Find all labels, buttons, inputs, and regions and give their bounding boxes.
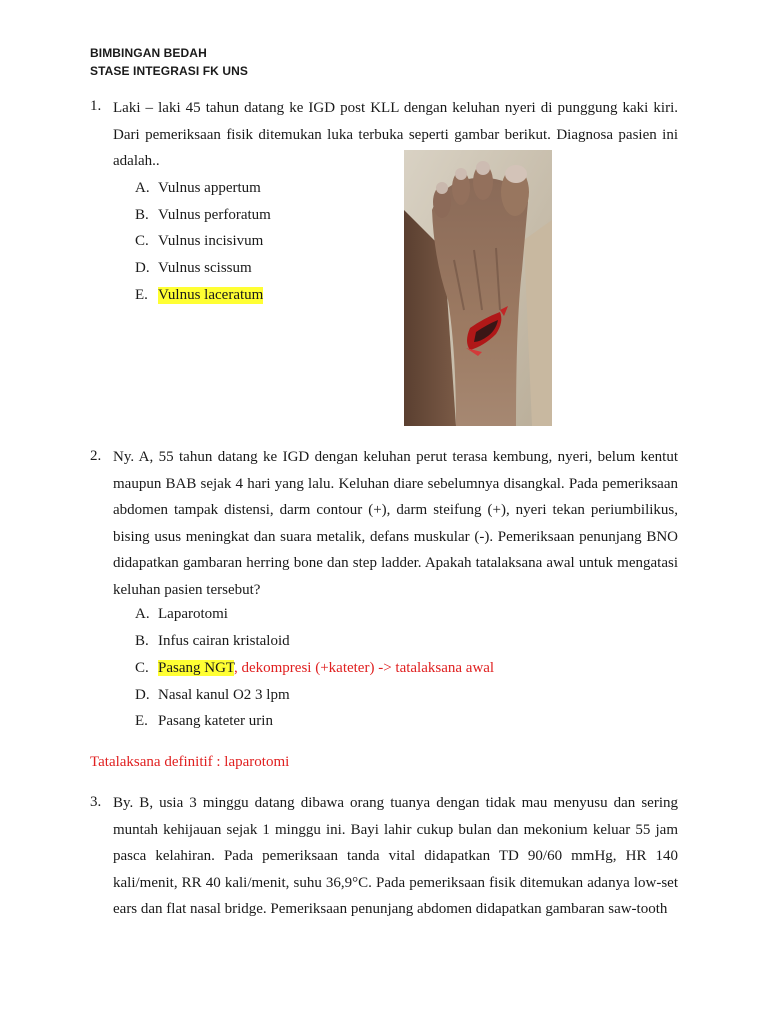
q1-option-a-letter: A.	[135, 180, 150, 196]
q1-option-b-text: Vulnus perforatum	[158, 207, 271, 223]
question-1-stem	[113, 95, 678, 175]
q1-option-e-letter: E.	[135, 287, 148, 303]
q2-option-c-text	[158, 660, 494, 677]
question-1-line-1: Laki – laki 45 tahun datang ke IGD post KLL dengan keluhan nyeri di punggung kaki kiri.	[113, 100, 678, 116]
question-2-stem: Ny. A, 55 tahun datang ke IGD dengan keluhan perut terasa kembung, nyeri, belum kentut maupun BAB sejak 4 hari yang lalu. Keluhan diare sebelumnya disangkal. Pada pemeriksaan abdomen tampak distensi, darm contour (+), darm steifung (+), nyeri tekan periumbilikus, bising usus meningkat dan suara metalik, defans muskular (-). Pemeriksaan penunjang BNO didapatkan gambaran herring bone dan step ladder. Apakah tatalaksana awal untuk mengatasi keluhan pasien tersebut?	[113, 449, 678, 598]
q2-option-c-annotation: , dekompresi (+kateter) -> tatalaksana awal	[233, 660, 495, 676]
wound-photo	[404, 150, 552, 426]
q1-option-c-letter: C.	[135, 233, 149, 249]
q2-option-e-letter: E.	[135, 713, 148, 729]
q1-option-d-letter: D.	[135, 260, 150, 276]
question-3-stem: By. B, usia 3 minggu datang dibawa orang tuanya dengan tidak mau menyusu dan sering muntah kehijauan sejak 1 minggu ini. Bayi lahir cukup bulan dan mekonium keluar 55 jam pasca kelahiran. Pada pemeriksaan tanda vital didapatkan TD 90/60 mmHg, HR 140 kali/menit, RR 40 kali/menit, suhu 36,9°C. Pada pemeriksaan fisik ditemukan adanya low-set ears dan flat nasal bridge. Pemeriksaan penunjang abdomen didapatkan gambaran saw-tooth	[113, 795, 678, 918]
q2-option-c-letter: C.	[135, 660, 149, 676]
q2-option-b-text: Infus cairan kristaloid	[158, 633, 290, 649]
definitive-treatment-note: Tatalaksana definitif : laparotomi	[90, 754, 290, 770]
q2-option-c-highlighted: Pasang NGT	[158, 660, 234, 676]
q2-option-e-text: Pasang kateter urin	[158, 713, 273, 729]
question-1-line-3: adalah..	[113, 153, 160, 170]
q1-option-c-text: Vulnus incisivum	[158, 233, 264, 249]
q1-option-d-text: Vulnus scissum	[158, 260, 252, 276]
q2-option-d-letter: D.	[135, 687, 150, 703]
q1-option-a-text: Vulnus appertum	[158, 180, 261, 196]
q2-option-b-letter: B.	[135, 633, 149, 649]
question-1-line-2: Dari pemeriksaan fisik ditemukan luka terbuka seperti gambar berikut. Diagnosa pasien ini	[113, 126, 678, 143]
q1-option-b-letter: B.	[135, 207, 149, 223]
q2-option-a-letter: A.	[135, 606, 150, 622]
question-1-number: 1.	[90, 98, 102, 114]
q2-option-d-text: Nasal kanul O2 3 lpm	[158, 687, 290, 703]
header-title: BIMBINGAN BEDAH	[90, 46, 207, 60]
header-subtitle: STASE INTEGRASI FK UNS	[90, 64, 248, 78]
q1-option-e-text-highlighted: Vulnus laceratum	[158, 287, 264, 303]
q2-option-a-text: Laparotomi	[158, 606, 228, 622]
question-3-number: 3.	[90, 794, 102, 810]
question-2-number: 2.	[90, 448, 102, 464]
